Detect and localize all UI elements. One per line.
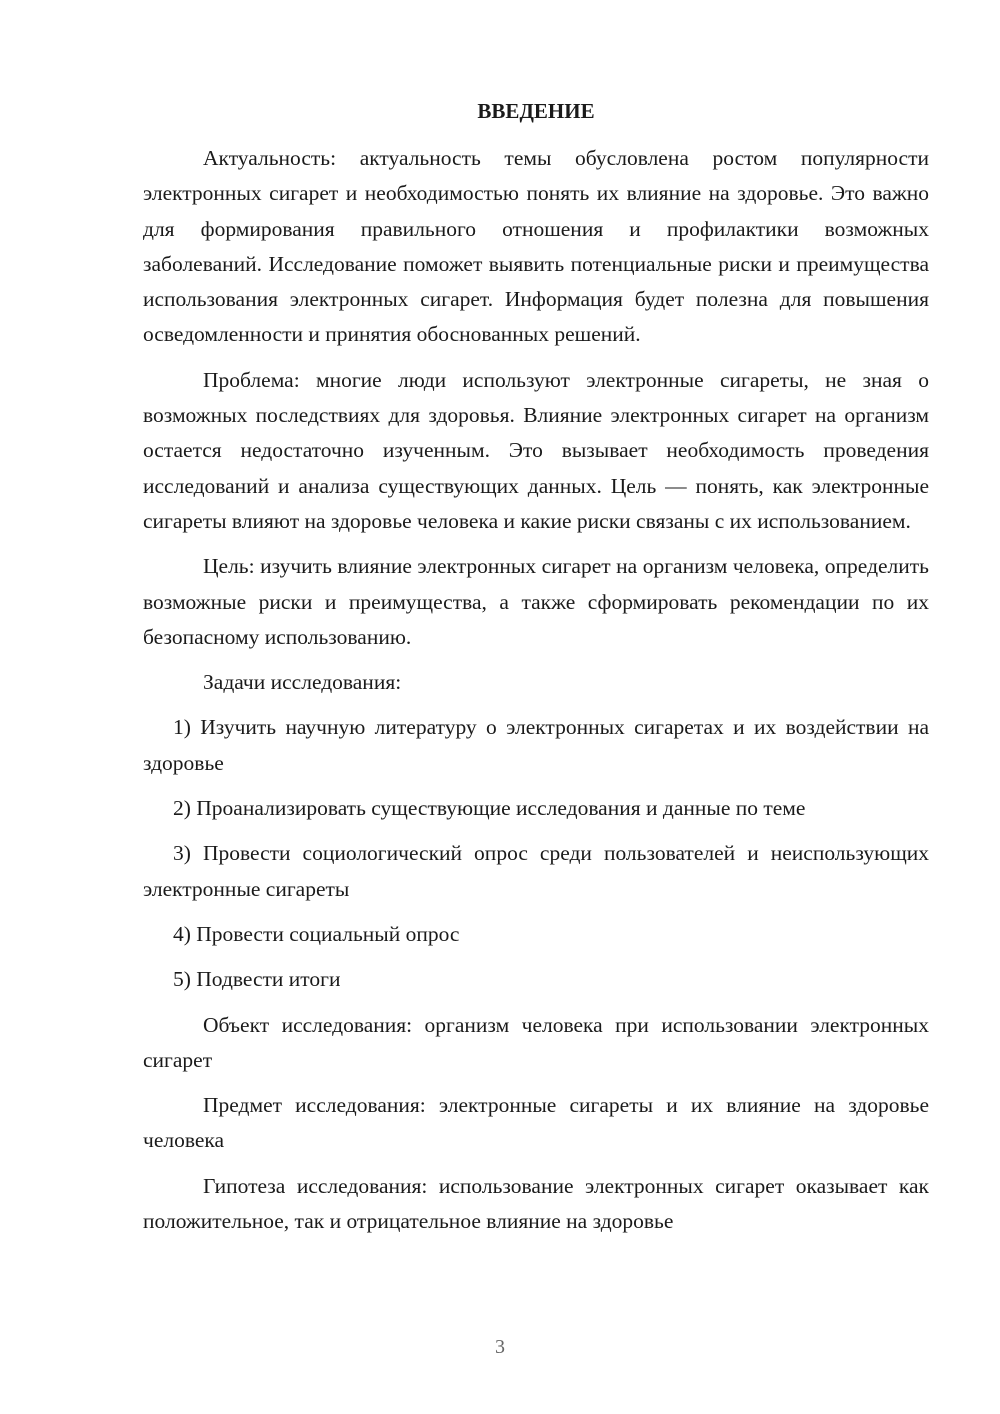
subject-paragraph: Предмет исследования: электронные сигареты и их влияние на здоровье человека <box>143 1093 929 1153</box>
page-number: 3 <box>495 1336 505 1358</box>
section-title: ВВЕДЕНИЕ <box>477 99 595 123</box>
tasks-heading: Задачи исследования: <box>203 670 402 695</box>
task-item-4: 4) Провести социальный опрос <box>173 921 460 946</box>
page-content <box>143 94 929 1249</box>
task-item-3: 3) Провести социологический опрос среди пользователей и неиспользующих электронные сигареты <box>143 841 929 901</box>
object-paragraph: Объект исследования: организм человека при использовании электронных сигарет <box>143 1012 929 1072</box>
task-item-5: 5) Подвести итоги <box>173 967 341 992</box>
hypothesis-paragraph: Гипотеза исследования: использование электронных сигарет оказывает как положительное, так и отрицательное влияние на здоровье <box>143 1173 929 1234</box>
goal-paragraph: Цель: изучить влияние электронных сигарет на организм человека, определить возможные риски и преимущества, а также сформировать рекомендации по их безопасному использованию. <box>143 554 929 649</box>
task-item-1: 1) Изучить научную литературу о электронных сигаретах и их воздействии на здоровье <box>143 715 929 775</box>
relevance-paragraph: Актуальность: актуальность темы обусловлена ростом популярности электронных сигарет и необходимостью понять их влияние на здоровье. Это важно для формирования правильного отношения и профилактики возможных заболеваний. Исследование поможет выявить потенциальные риски и преимущества использования электронных сигарет. Информация будет полезна для повышения осведомленности и принятия обоснованных решений. <box>143 146 929 347</box>
task-item-2: 2) Проанализировать существующие исследования и данные по теме <box>173 796 806 821</box>
problem-paragraph: Проблема: многие люди используют электронные сигареты, не зная о возможных последствиях для здоровья. Влияние электронных сигарет на организм остается недостаточно изученным. Это вызывает необходимость проведения исследований и анализа существующих данных. Цель — понять, как электронные сигареты влияют на здоровье человека и какие риски связаны с их использованием. <box>143 367 929 533</box>
